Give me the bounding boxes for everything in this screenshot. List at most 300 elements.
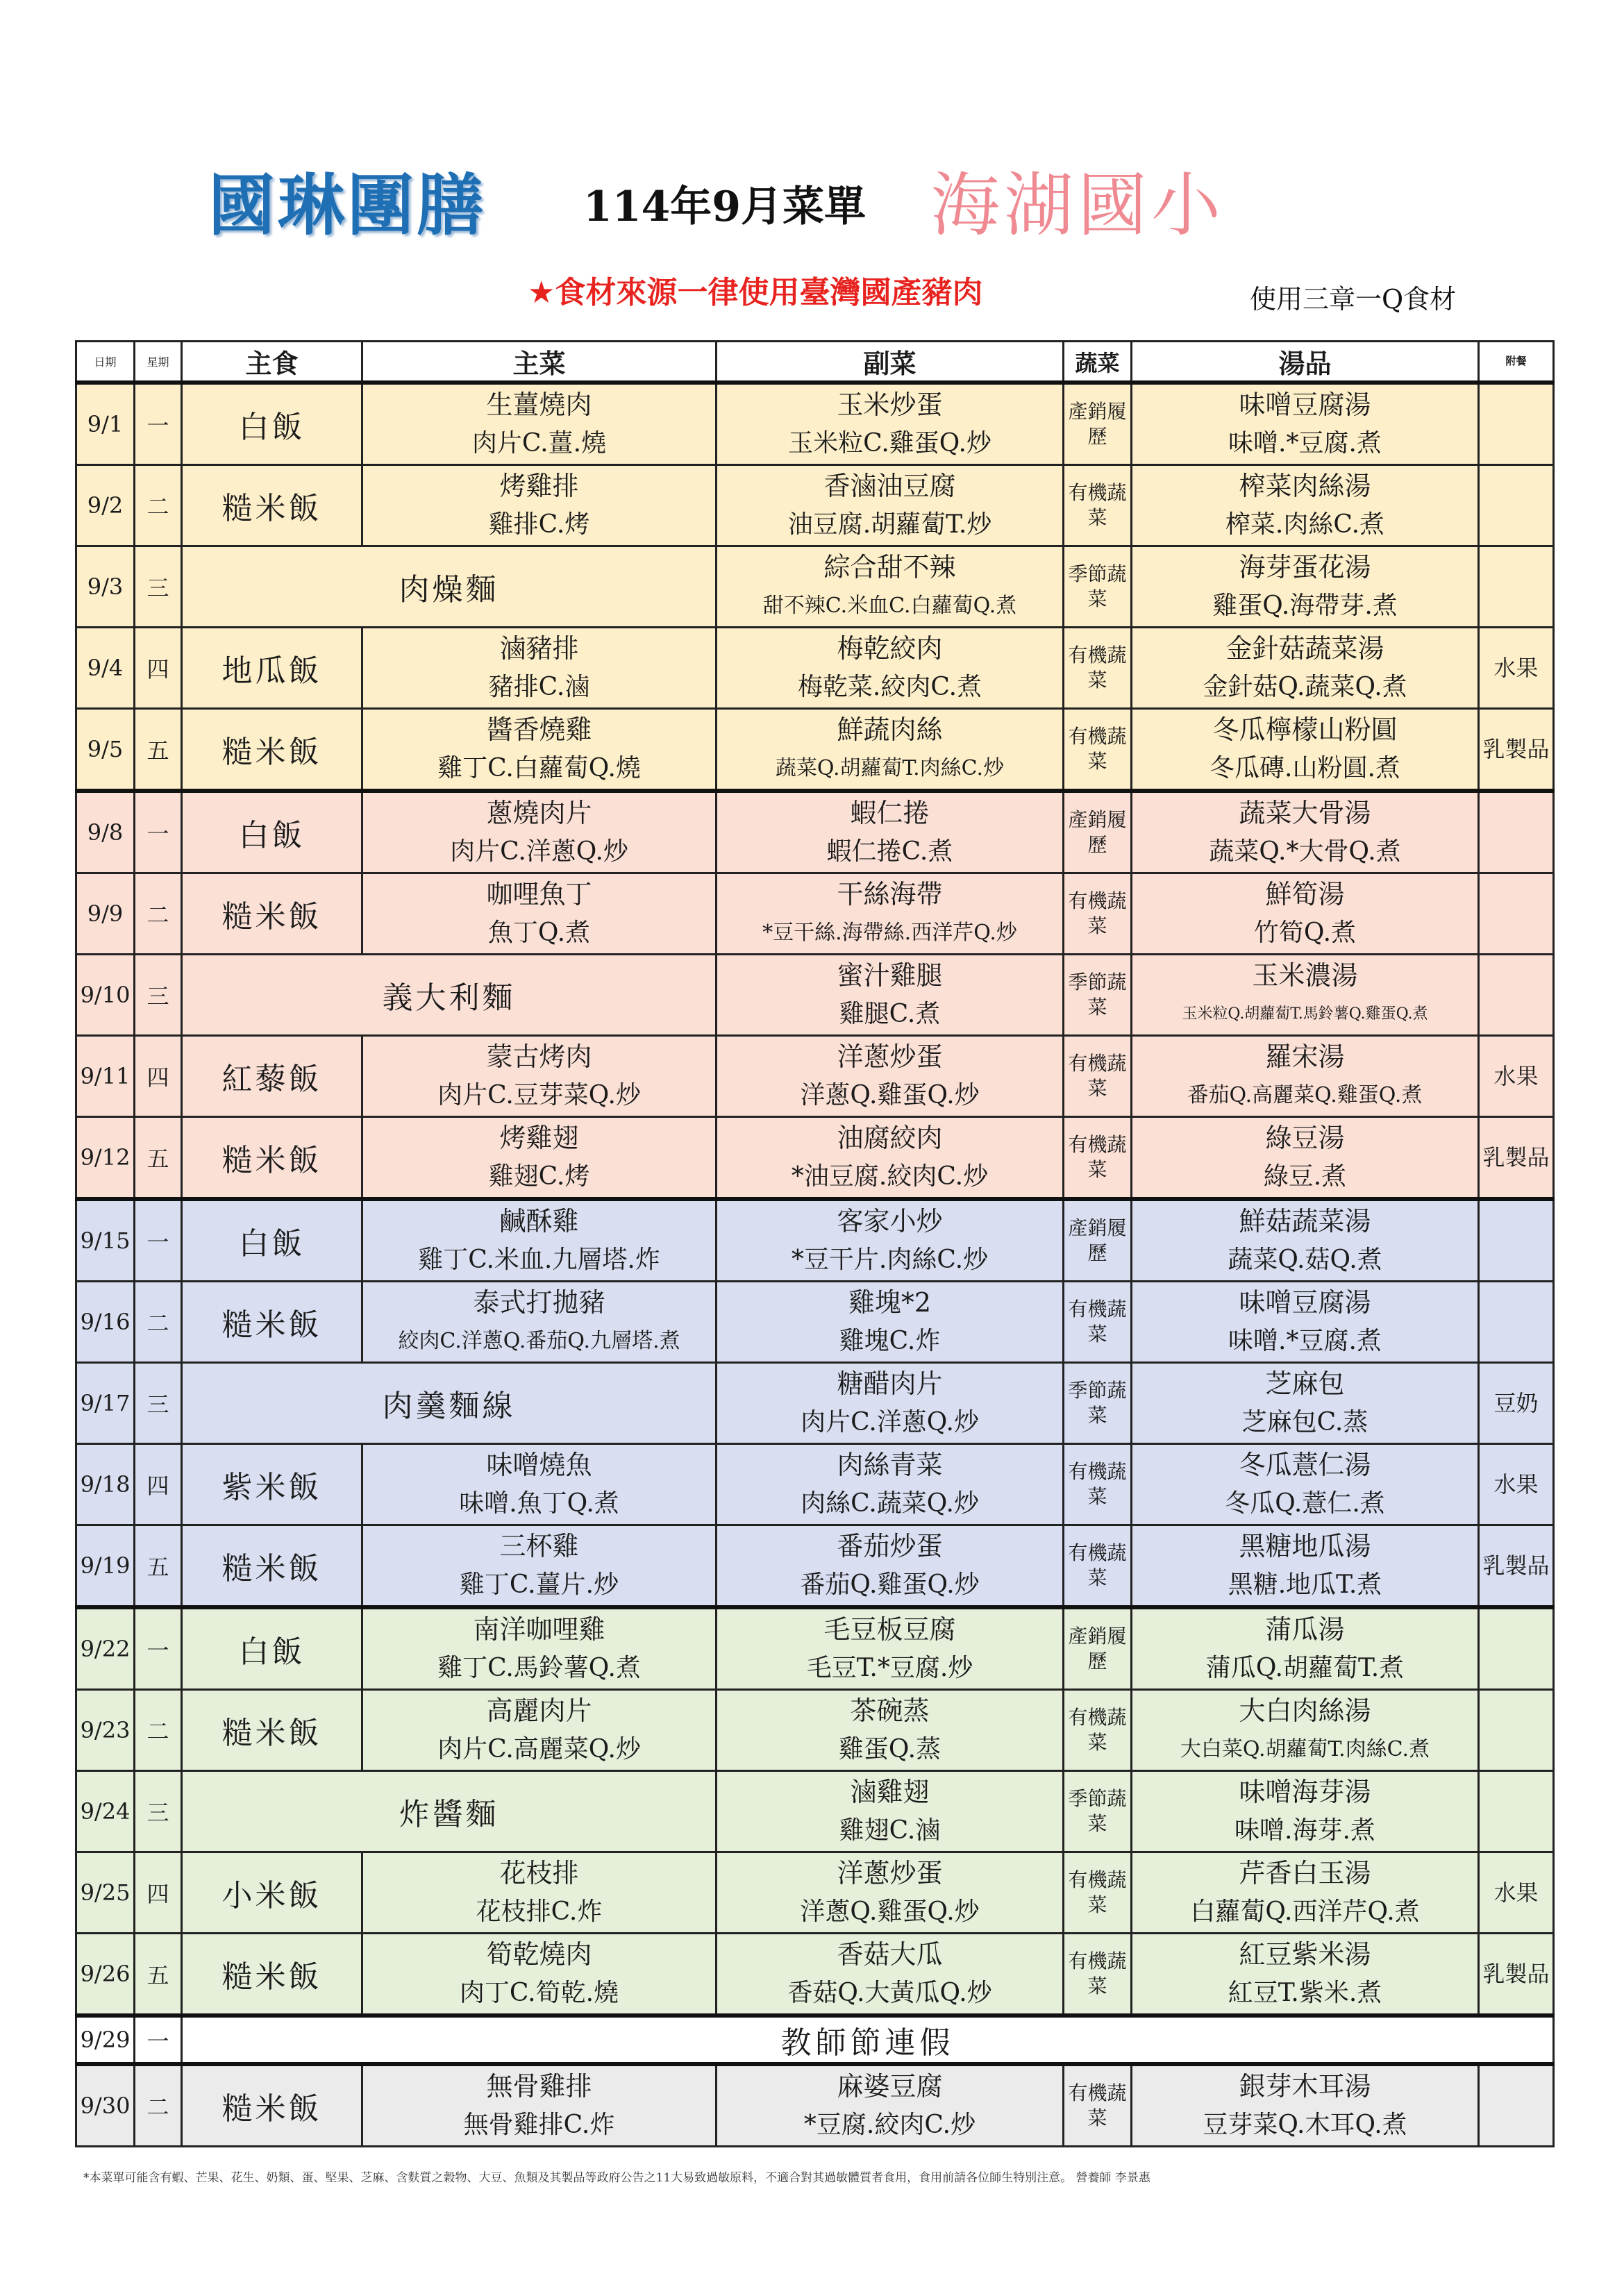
row-veg: 產銷履歷 [1064, 1199, 1132, 1282]
row-soup [1132, 1690, 1479, 1771]
side-dish-name: 香滷油豆腐 [823, 471, 956, 501]
row-weekday: 五 [135, 709, 182, 791]
row-staple: 白飯 [182, 1199, 362, 1282]
main-dish-name: 蒙古烤肉 [486, 1041, 592, 1072]
soup-ingredients: 味噌.*豆腐.煮 [1228, 429, 1382, 458]
row-veg: 有機蔬菜 [1064, 1852, 1132, 1934]
row-weekday: 三 [135, 546, 182, 628]
row-date: 9/23 [76, 1690, 135, 1771]
row-extra [1479, 873, 1554, 955]
col-header-side: 副菜 [717, 342, 1064, 383]
main-dish-ingredients: 雞丁C.馬鈴薯Q.煮 [437, 1654, 641, 1682]
col-header-main: 主菜 [362, 342, 717, 383]
main-dish-ingredients: 花枝排C.炸 [476, 1897, 603, 1926]
row-soup [1132, 1852, 1479, 1934]
side-dish-name: 洋蔥炒蛋 [837, 1858, 943, 1888]
main-dish-ingredients: 雞丁C.薑片.炒 [459, 1570, 619, 1599]
main-dish-ingredients: 雞丁C.白蘿蔔Q.燒 [437, 754, 641, 782]
soup-name: 芹香白玉湯 [1239, 1858, 1371, 1888]
row-main [362, 383, 717, 465]
material-note: 使用三章一Q食材 [1250, 284, 1457, 315]
main-dish-name: 生薑燒肉 [486, 389, 592, 420]
row-veg: 有機蔬菜 [1064, 873, 1132, 955]
row-extra: 豆奶 [1479, 1363, 1554, 1444]
row-weekday: 四 [135, 1444, 182, 1525]
soup-name: 鮮菇蔬菜湯 [1239, 1206, 1371, 1237]
row-soup [1132, 791, 1479, 873]
soup-name: 羅宋湯 [1265, 1041, 1345, 1072]
menu-row [76, 546, 1554, 628]
row-veg: 有機蔬菜 [1064, 1525, 1132, 1608]
row-soup [1132, 2064, 1479, 2147]
side-dish-ingredients: *油豆腐.絞肉C.炒 [791, 1162, 989, 1191]
row-weekday: 三 [135, 1771, 182, 1852]
main-dish-name: 烤雞排 [499, 471, 579, 501]
row-side [717, 628, 1064, 709]
soup-ingredients: 竹筍Q.煮 [1253, 919, 1357, 947]
row-staple: 糙米飯 [182, 709, 362, 791]
col-header-extra: 附餐 [1479, 342, 1554, 383]
row-veg: 有機蔬菜 [1064, 1282, 1132, 1363]
row-soup [1132, 1444, 1479, 1525]
main-dish-name: 鹹酥雞 [499, 1206, 579, 1237]
side-dish-name: 蝦仁捲 [850, 798, 930, 828]
row-side [717, 791, 1064, 873]
main-dish-ingredients: 絞肉C.洋蔥Q.番茄Q.九層塔.煮 [398, 1329, 680, 1353]
menu-row [76, 1363, 1554, 1444]
row-main [362, 1199, 717, 1282]
row-soup [1132, 1525, 1479, 1608]
row-side [717, 383, 1064, 465]
soup-ingredients: 白蘿蔔Q.西洋芹Q.煮 [1190, 1897, 1420, 1926]
row-main [362, 628, 717, 709]
soup-ingredients: 蔬菜Q.菇Q.煮 [1228, 1246, 1382, 1274]
side-dish-ingredients: 毛豆T.*豆腐.炒 [806, 1654, 973, 1682]
row-extra: 水果 [1479, 1444, 1554, 1525]
holiday-label: 教師節連假 [182, 2016, 1554, 2064]
row-weekday: 四 [135, 1036, 182, 1117]
menu-row [76, 873, 1554, 955]
row-staple: 糙米飯 [182, 873, 362, 955]
row-weekday: 一 [135, 791, 182, 873]
row-extra: 乳製品 [1479, 709, 1554, 791]
row-veg: 產銷履歷 [1064, 1607, 1132, 1690]
side-dish-name: 茶碗蒸 [850, 1695, 930, 1726]
row-extra [1479, 1607, 1554, 1690]
row-weekday: 一 [135, 383, 182, 465]
main-dish-name: 三杯雞 [499, 1531, 579, 1561]
row-side [717, 546, 1064, 628]
soup-name: 味噌豆腐湯 [1239, 1287, 1371, 1318]
side-dish-ingredients: 雞塊C.炸 [839, 1327, 941, 1355]
side-dish-ingredients: 蝦仁捲C.煮 [826, 837, 953, 866]
row-veg: 季節蔬菜 [1064, 955, 1132, 1036]
row-date: 9/11 [76, 1036, 135, 1117]
side-dish-ingredients: 雞翅C.滷 [839, 1816, 941, 1845]
row-extra: 水果 [1479, 628, 1554, 709]
soup-ingredients: 金針菇Q.蔬菜Q.煮 [1203, 673, 1407, 701]
row-weekday: 四 [135, 628, 182, 709]
main-dish-ingredients: 雞翅C.烤 [488, 1162, 590, 1191]
row-main [362, 1444, 717, 1525]
col-header-date: 日期 [76, 342, 135, 383]
row-date: 9/4 [76, 628, 135, 709]
soup-ingredients: 冬瓜磚.山粉圓.煮 [1209, 754, 1400, 782]
main-dish-ingredients: 魚丁Q.煮 [487, 919, 591, 947]
row-date: 9/3 [76, 546, 135, 628]
row-main [362, 1690, 717, 1771]
main-dish-ingredients: 味噌.魚丁Q.煮 [459, 1489, 619, 1518]
row-side [717, 1852, 1064, 1934]
row-noodle: 肉燥麵 [182, 546, 717, 628]
row-extra [1479, 383, 1554, 465]
row-extra [1479, 2064, 1554, 2147]
row-side [717, 1199, 1064, 1282]
soup-ingredients: 綠豆.煮 [1263, 1162, 1347, 1191]
soup-name: 紅豆紫米湯 [1239, 1939, 1371, 1970]
side-dish-ingredients: 雞蛋Q.蒸 [838, 1735, 941, 1763]
allergen-footnote: *本菜單可能含有蝦、芒果、花生、奶類、蛋、堅果、芝麻、含麩質之穀物、大豆、魚類及其製品等政府公告之11大易致過敏原料，不適合對其過敏體質者食用，食用前請各位師生特別注意。 營養師 李景惠 [83, 2171, 1150, 2185]
row-soup [1132, 546, 1479, 628]
row-main [362, 465, 717, 546]
row-side [717, 1607, 1064, 1690]
side-dish-name: 香菇大瓜 [837, 1939, 943, 1970]
row-veg: 有機蔬菜 [1064, 1036, 1132, 1117]
row-main [362, 873, 717, 955]
row-date: 9/17 [76, 1363, 135, 1444]
main-dish-ingredients: 雞丁C.米血.九層塔.炸 [418, 1246, 660, 1274]
main-dish-ingredients: 肉片C.豆芽菜Q.炒 [437, 1081, 641, 1109]
row-extra: 乳製品 [1479, 1934, 1554, 2016]
soup-name: 銀芽木耳湯 [1239, 2071, 1371, 2102]
row-veg: 產銷履歷 [1064, 383, 1132, 465]
side-dish-name: 肉絲青菜 [837, 1450, 943, 1480]
row-main [362, 791, 717, 873]
side-dish-name: 干絲海帶 [837, 879, 943, 910]
row-soup [1132, 383, 1479, 465]
col-header-staple: 主食 [182, 342, 362, 383]
row-weekday: 五 [135, 1117, 182, 1200]
row-date: 9/16 [76, 1282, 135, 1363]
soup-ingredients: 紅豆T.紫米.煮 [1228, 1979, 1382, 2007]
row-weekday: 一 [135, 1607, 182, 1690]
row-soup [1132, 1363, 1479, 1444]
row-side [717, 955, 1064, 1036]
row-date: 9/10 [76, 955, 135, 1036]
row-staple: 小米飯 [182, 1852, 362, 1934]
row-extra: 乳製品 [1479, 1525, 1554, 1608]
main-dish-name: 烤雞翅 [499, 1123, 579, 1153]
soup-name: 蒲瓜湯 [1265, 1614, 1345, 1645]
row-main [362, 1852, 717, 1934]
side-dish-ingredients: 肉片C.洋蔥Q.炒 [801, 1408, 979, 1436]
side-dish-ingredients: 甜不辣C.米血C.白蘿蔔Q.煮 [762, 594, 1017, 618]
row-date: 9/2 [76, 465, 135, 546]
row-staple: 糙米飯 [182, 1690, 362, 1771]
side-dish-name: 玉米炒蛋 [837, 389, 943, 420]
row-veg: 有機蔬菜 [1064, 1934, 1132, 2016]
row-side [717, 1117, 1064, 1200]
menu-row [76, 1525, 1554, 1608]
soup-name: 冬瓜檸檬山粉圓 [1212, 714, 1398, 745]
menu-row [76, 1934, 1554, 2016]
soup-name: 蔬菜大骨湯 [1239, 798, 1371, 828]
col-header-veg: 蔬菜 [1064, 342, 1132, 383]
row-main [362, 1934, 717, 2016]
row-soup [1132, 709, 1479, 791]
row-soup [1132, 1607, 1479, 1690]
row-weekday: 三 [135, 955, 182, 1036]
side-dish-ingredients: 雞腿C.煮 [839, 1000, 941, 1028]
main-dish-name: 咖哩魚丁 [486, 879, 592, 910]
row-veg: 季節蔬菜 [1064, 1771, 1132, 1852]
row-date: 9/9 [76, 873, 135, 955]
soup-name: 綠豆湯 [1265, 1123, 1345, 1153]
row-staple: 白飯 [182, 1607, 362, 1690]
side-dish-ingredients: 洋蔥Q.雞蛋Q.炒 [800, 1897, 980, 1926]
row-extra [1479, 1690, 1554, 1771]
main-dish-name: 高麗肉片 [486, 1695, 592, 1726]
row-weekday: 二 [135, 2064, 182, 2147]
row-weekday: 二 [135, 873, 182, 955]
menu-body [76, 383, 1554, 2147]
row-staple: 紅藜飯 [182, 1036, 362, 1117]
row-staple: 糙米飯 [182, 2064, 362, 2147]
row-extra: 水果 [1479, 1852, 1554, 1934]
main-dish-ingredients: 肉片C.薑.燒 [471, 429, 607, 458]
row-weekday: 二 [135, 465, 182, 546]
soup-ingredients: 蒲瓜Q.胡蘿蔔T.煮 [1205, 1654, 1405, 1682]
row-date: 9/24 [76, 1771, 135, 1852]
row-noodle: 肉羹麵線 [182, 1363, 717, 1444]
row-staple: 紫米飯 [182, 1444, 362, 1525]
row-staple: 糙米飯 [182, 465, 362, 546]
menu-row [76, 1444, 1554, 1525]
menu-row-last [76, 2064, 1554, 2147]
row-main [362, 1525, 717, 1608]
row-side [717, 2064, 1064, 2147]
row-veg: 有機蔬菜 [1064, 1444, 1132, 1525]
soup-name: 玉米濃湯 [1252, 960, 1358, 991]
row-staple: 糙米飯 [182, 1525, 362, 1608]
menu-row [76, 1690, 1554, 1771]
side-dish-name: 麻婆豆腐 [837, 2071, 943, 2102]
soup-name: 冬瓜薏仁湯 [1239, 1450, 1371, 1480]
row-extra [1479, 465, 1554, 546]
row-weekday: 一 [135, 1199, 182, 1282]
row-soup [1132, 1282, 1479, 1363]
side-dish-name: 洋蔥炒蛋 [837, 1041, 943, 1072]
soup-name: 榨菜肉絲湯 [1239, 471, 1371, 501]
soup-ingredients: 味噌.*豆腐.煮 [1228, 1327, 1382, 1355]
row-weekday: 五 [135, 1934, 182, 2016]
row-date: 9/26 [76, 1934, 135, 2016]
menu-month-label: 114年9月菜單 [583, 183, 866, 231]
side-dish-ingredients: *豆干絲.海帶絲.西洋芹Q.炒 [762, 921, 1017, 945]
soup-ingredients: 黑糖.地瓜T.煮 [1228, 1570, 1382, 1599]
side-dish-ingredients: 肉絲C.蔬菜Q.炒 [801, 1489, 979, 1518]
soup-ingredients: 玉米粒Q.胡蘿蔔T.馬鈴薯Q.雞蛋Q.煮 [1182, 1005, 1428, 1023]
row-side [717, 873, 1064, 955]
row-veg: 有機蔬菜 [1064, 2064, 1132, 2147]
row-noodle: 義大利麵 [182, 955, 717, 1036]
side-dish-name: 滷雞翅 [850, 1777, 930, 1807]
side-dish-name: 糖醋肉片 [837, 1368, 943, 1399]
row-date: 9/15 [76, 1199, 135, 1282]
row-veg: 有機蔬菜 [1064, 465, 1132, 546]
menu-row [76, 791, 1554, 873]
row-veg: 產銷履歷 [1064, 791, 1132, 873]
side-dish-name: 毛豆板豆腐 [823, 1614, 956, 1645]
row-soup [1132, 465, 1479, 546]
side-dish-name: 綜合甜不辣 [823, 552, 956, 583]
row-date: 9/22 [76, 1607, 135, 1690]
side-dish-ingredients: 香菇Q.大黃瓜Q.炒 [787, 1979, 992, 2007]
menu-row [76, 628, 1554, 709]
row-staple: 白飯 [182, 383, 362, 465]
row-staple: 白飯 [182, 791, 362, 873]
main-dish-name: 泰式打拋豬 [473, 1287, 605, 1318]
row-extra: 水果 [1479, 1036, 1554, 1117]
row-side [717, 1282, 1064, 1363]
row-date: 9/30 [76, 2064, 135, 2147]
row-veg: 有機蔬菜 [1064, 1690, 1132, 1771]
row-date: 9/1 [76, 383, 135, 465]
row-side [717, 1690, 1064, 1771]
row-date: 9/19 [76, 1525, 135, 1608]
soup-ingredients: 番茄Q.高麗菜Q.雞蛋Q.煮 [1187, 1083, 1423, 1107]
main-dish-name: 蔥燒肉片 [486, 798, 592, 828]
menu-row [76, 1199, 1554, 1282]
row-side [717, 709, 1064, 791]
main-dish-name: 滷豬排 [499, 633, 579, 664]
row-soup [1132, 628, 1479, 709]
side-dish-ingredients: 洋蔥Q.雞蛋Q.炒 [800, 1081, 980, 1109]
row-weekday: 五 [135, 1525, 182, 1608]
holiday-row [76, 2016, 1554, 2064]
side-dish-name: 蜜汁雞腿 [837, 960, 943, 991]
soup-ingredients: 豆芽菜Q.木耳Q.煮 [1203, 2111, 1407, 2139]
main-dish-name: 筍乾燒肉 [486, 1939, 592, 1970]
row-extra [1479, 1282, 1554, 1363]
col-header-weekday: 星期 [135, 342, 182, 383]
side-dish-name: 梅乾絞肉 [837, 633, 943, 664]
soup-name: 大白肉絲湯 [1239, 1695, 1371, 1726]
main-dish-ingredients: 肉片C.洋蔥Q.炒 [450, 837, 628, 866]
row-date: 9/12 [76, 1117, 135, 1200]
main-dish-ingredients: 無骨雞排C.炸 [463, 2111, 615, 2139]
row-veg: 季節蔬菜 [1064, 546, 1132, 628]
menu-row [76, 1852, 1554, 1934]
side-dish-name: 番茄炒蛋 [837, 1531, 943, 1561]
soup-ingredients: 大白菜Q.胡蘿蔔T.肉絲C.煮 [1180, 1737, 1430, 1761]
main-dish-name: 花枝排 [499, 1858, 579, 1888]
row-date: 9/25 [76, 1852, 135, 1934]
row-weekday: 四 [135, 1852, 182, 1934]
col-header-soup: 湯品 [1132, 342, 1479, 383]
row-extra [1479, 1771, 1554, 1852]
row-side [717, 1444, 1064, 1525]
holiday-weekday: 一 [135, 2016, 182, 2064]
soup-ingredients: 蔬菜Q.*大骨Q.煮 [1209, 837, 1401, 866]
row-staple: 糙米飯 [182, 1934, 362, 2016]
menu-row [76, 1607, 1554, 1690]
row-weekday: 二 [135, 1690, 182, 1771]
menu-table [75, 340, 1555, 2147]
side-dish-ingredients: 蔬菜Q.胡蘿蔔T.肉絲C.炒 [775, 756, 1005, 780]
row-soup [1132, 873, 1479, 955]
soup-name: 鮮筍湯 [1265, 879, 1345, 910]
menu-row [76, 383, 1554, 465]
soup-ingredients: 芝麻包C.蒸 [1241, 1408, 1368, 1436]
menu-row [76, 955, 1554, 1036]
row-side [717, 1363, 1064, 1444]
main-dish-name: 南洋咖哩雞 [473, 1614, 605, 1645]
side-dish-ingredients: 玉米粒C.雞蛋Q.炒 [788, 429, 991, 458]
main-dish-ingredients: 豬排C.滷 [488, 673, 590, 701]
row-side [717, 1525, 1064, 1608]
soup-name: 海芽蛋花湯 [1239, 552, 1371, 583]
menu-row [76, 465, 1554, 546]
main-dish-name: 味噌燒魚 [486, 1450, 592, 1480]
row-soup [1132, 1771, 1479, 1852]
side-dish-ingredients: 油豆腐.胡蘿蔔T.炒 [787, 510, 992, 539]
soup-name: 黑糖地瓜湯 [1239, 1531, 1371, 1561]
row-soup [1132, 955, 1479, 1036]
row-side [717, 1036, 1064, 1117]
soup-name: 味噌豆腐湯 [1239, 389, 1371, 420]
main-dish-ingredients: 雞排C.烤 [488, 510, 590, 539]
side-dish-ingredients: 梅乾菜.絞肉C.煮 [797, 673, 982, 701]
row-extra [1479, 955, 1554, 1036]
row-noodle: 炸醬麵 [182, 1771, 717, 1852]
menu-row [76, 1282, 1554, 1363]
row-extra [1479, 1199, 1554, 1282]
row-main [362, 2064, 717, 2147]
side-dish-ingredients: *豆腐.絞肉C.炒 [803, 2111, 976, 2139]
menu-row [76, 709, 1554, 791]
main-dish-name: 無骨雞排 [486, 2071, 592, 2102]
side-dish-name: 鮮蔬肉絲 [837, 714, 943, 745]
school-name: 海湖國小 [930, 165, 1225, 246]
side-dish-name: 雞塊*2 [848, 1287, 932, 1318]
row-extra: 乳製品 [1479, 1117, 1554, 1200]
row-date: 9/5 [76, 709, 135, 791]
row-veg: 有機蔬菜 [1064, 1117, 1132, 1200]
row-main [362, 709, 717, 791]
soup-ingredients: 冬瓜Q.薏仁.煮 [1225, 1489, 1385, 1518]
row-veg: 季節蔬菜 [1064, 1363, 1132, 1444]
row-soup [1132, 1934, 1479, 2016]
table-header-row [76, 342, 1554, 383]
soup-ingredients: 雞蛋Q.海帶芽.煮 [1212, 592, 1398, 620]
soup-name: 味噌海芽湯 [1239, 1777, 1371, 1807]
row-side [717, 1934, 1064, 2016]
row-veg: 有機蔬菜 [1064, 628, 1132, 709]
row-side [717, 465, 1064, 546]
brand-title: 國琳團膳 [208, 167, 486, 244]
soup-ingredients: 榨菜.肉絲C.煮 [1225, 510, 1385, 539]
row-weekday: 二 [135, 1282, 182, 1363]
row-staple: 地瓜飯 [182, 628, 362, 709]
menu-row [76, 1771, 1554, 1852]
main-dish-ingredients: 肉片C.高麗菜Q.炒 [437, 1735, 641, 1763]
side-dish-ingredients: *豆干片.肉絲C.炒 [791, 1246, 989, 1274]
soup-name: 芝麻包 [1265, 1368, 1345, 1399]
row-extra [1479, 546, 1554, 628]
row-soup [1132, 1199, 1479, 1282]
row-main [362, 1282, 717, 1363]
